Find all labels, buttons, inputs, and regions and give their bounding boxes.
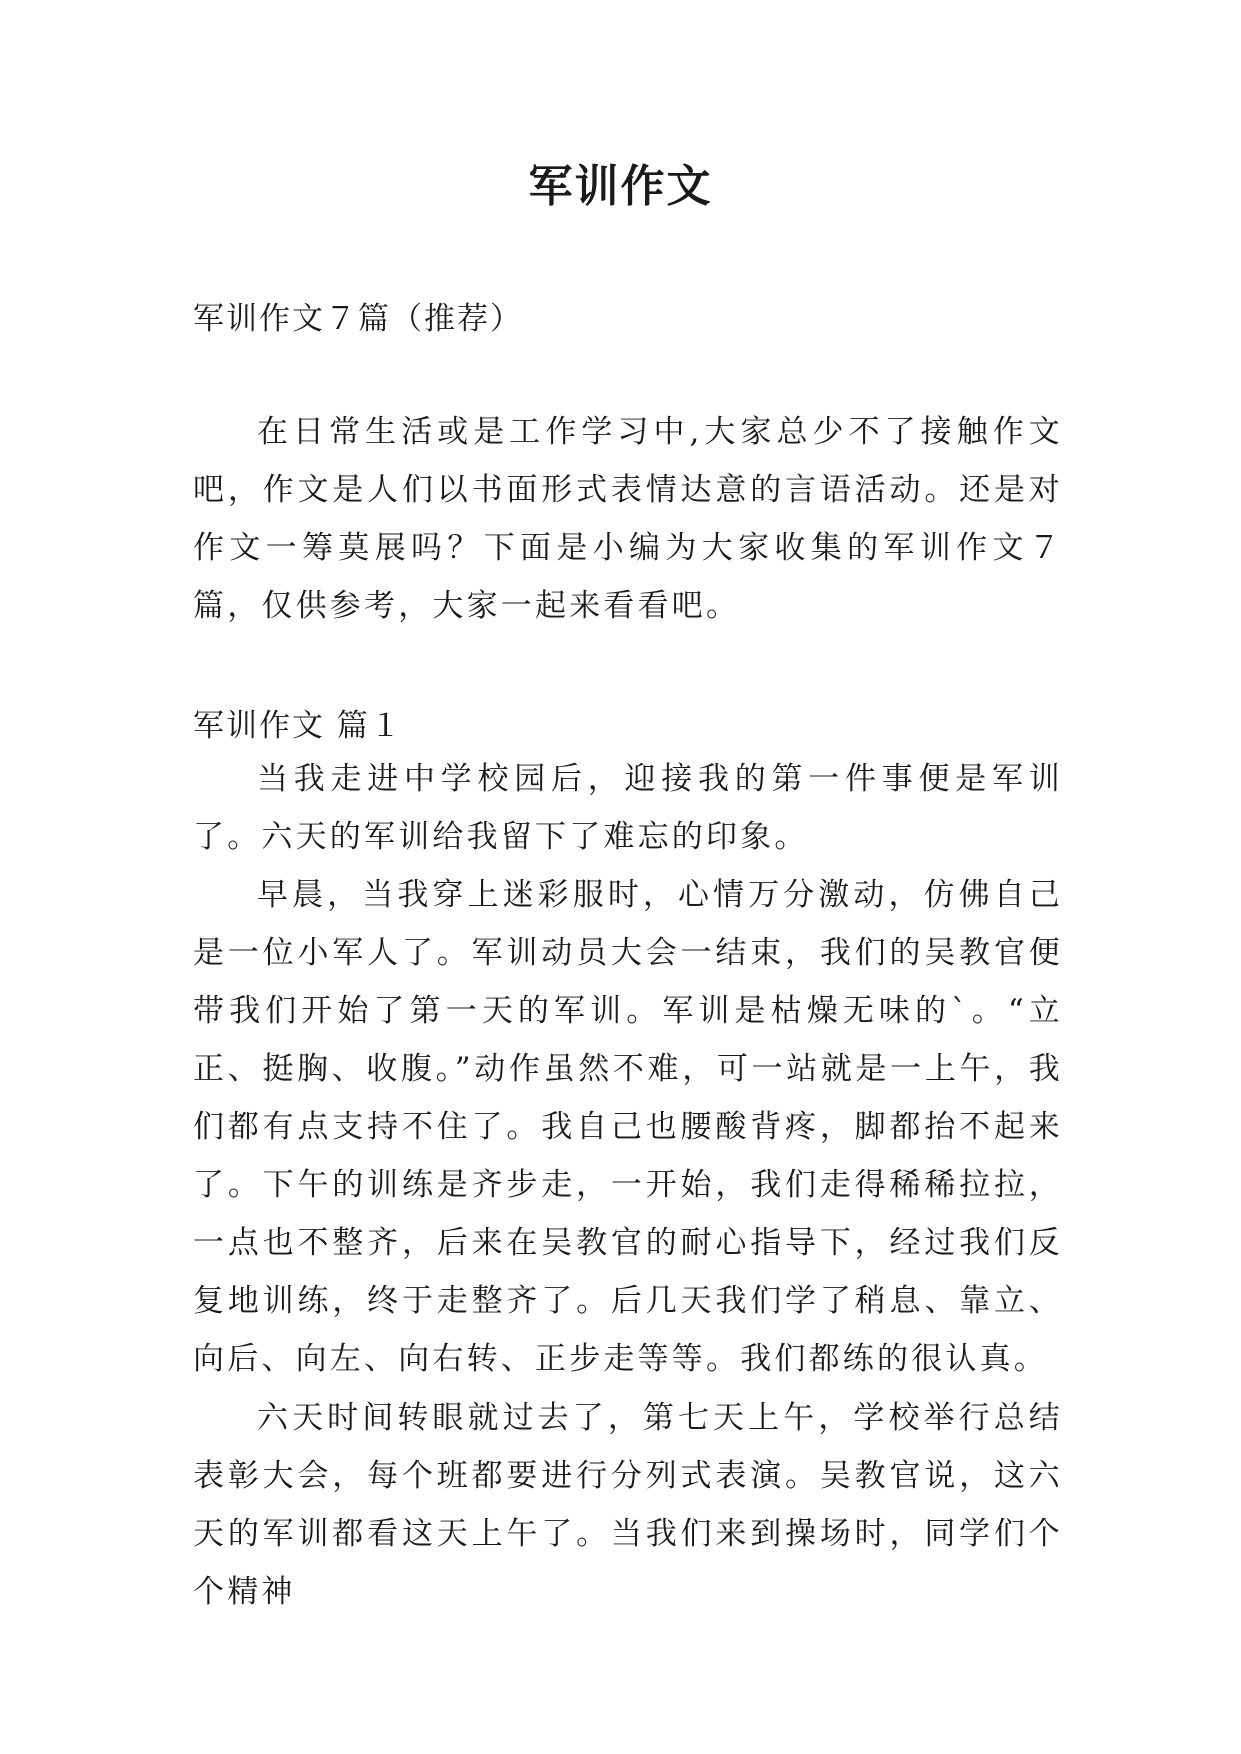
document-subtitle: 军训作文７篇（推荐） bbox=[193, 301, 523, 337]
intro-paragraph: 在日常生活或是工作学习中,大家总少不了接触作文吧，作文是人们以书面形式表情达意的言语活动。还是对作文一筹莫展吗？下面是小编为大家收集的军训作文７篇，仅供参考，大家一起来看看吧。 bbox=[193, 414, 1063, 624]
section-heading: 军训作文 篇１ bbox=[193, 708, 403, 744]
body-paragraph: 早晨，当我穿上迷彩服时，心情万分激动，仿佛自己是一位小军人了。军训动员大会一结束，我们的吴教官便带我们开始了第一天的军训。军训是枯燥无味的`。“立正、挺胸、收腹。”动作虽然不难，可一站就是一上午，我们都有点支持不住了。我自己也腰酸背疼，脚都抬不起来了。下午的训练是齐步走，一开始，我们走得稀稀拉拉，一点也不整齐，后来在吴教官的耐心指导下，经过我们反复地训练，终于走整齐了。后几天我们学了稍息、靠立、向后、向左、向右转、正步走等等。我们都练的很认真。 bbox=[193, 877, 1063, 1377]
body-paragraph: 六天时间转眼就过去了，第七天上午，学校举行总结表彰大会，每个班都要进行分列式表演。吴教官说，这六天的军训都看这天上午了。当我们来到操场时，同学们个个精神 bbox=[193, 1400, 1063, 1610]
body-paragraph: 当我走进中学校园后，迎接我的第一件事便是军训了。六天的军训给我留下了难忘的印象。 bbox=[193, 761, 1063, 855]
document-title: 军训作文 bbox=[528, 161, 713, 212]
